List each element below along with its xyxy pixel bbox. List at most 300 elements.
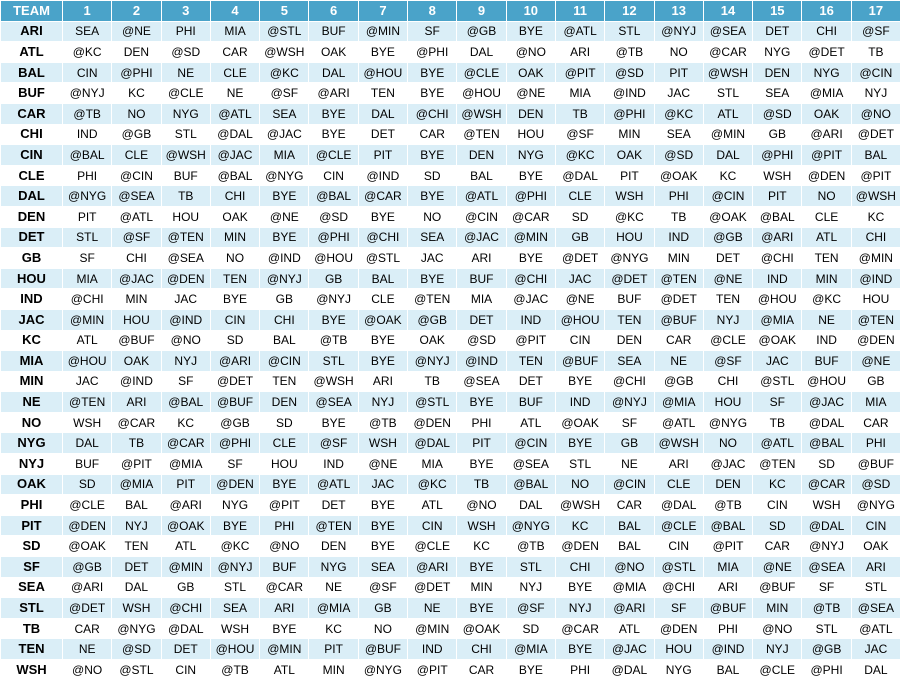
game-cell: NYJ <box>358 392 407 413</box>
game-cell: @IND <box>851 268 900 289</box>
team-row <box>1 660 900 681</box>
game-cell: @PIT <box>506 330 555 351</box>
game-cell: DAL <box>358 103 407 124</box>
game-cell: SF <box>408 21 457 42</box>
game-cell: BYE <box>260 227 309 248</box>
game-cell: @MIA <box>802 83 851 104</box>
game-cell: PHI <box>457 412 506 433</box>
game-cell: NE <box>654 351 703 372</box>
game-cell: @TEN <box>457 124 506 145</box>
game-cell: DET <box>309 495 358 516</box>
game-cell: @TB <box>358 412 407 433</box>
game-cell: @CLE <box>654 515 703 536</box>
game-cell: SD <box>260 412 309 433</box>
team-name: TB <box>1 618 63 639</box>
game-cell: CLE <box>210 62 259 83</box>
game-cell: GB <box>161 577 210 598</box>
team-name: NYG <box>1 433 63 454</box>
game-cell: CIN <box>555 330 604 351</box>
game-cell: NE <box>161 62 210 83</box>
game-cell: NYJ <box>851 83 900 104</box>
game-cell: JAC <box>408 248 457 269</box>
game-cell: @PIT <box>802 145 851 166</box>
team-row <box>1 515 900 536</box>
team-row <box>1 639 900 660</box>
game-cell: BUF <box>309 21 358 42</box>
week-header: 15 <box>753 1 802 22</box>
game-cell: PIT <box>753 186 802 207</box>
game-cell: @DAL <box>408 433 457 454</box>
game-cell: SEA <box>210 598 259 619</box>
game-cell: @BUF <box>555 351 604 372</box>
game-cell: @CAR <box>161 433 210 454</box>
game-cell: TB <box>555 103 604 124</box>
game-cell: SF <box>753 392 802 413</box>
game-cell: @KC <box>654 103 703 124</box>
game-cell: @NE <box>703 268 752 289</box>
game-cell: @STL <box>358 248 407 269</box>
game-cell: @ARI <box>161 495 210 516</box>
game-cell: NE <box>63 639 112 660</box>
game-cell: @CAR <box>112 412 161 433</box>
game-cell: @MIN <box>506 227 555 248</box>
game-cell: @CHI <box>753 248 802 269</box>
game-cell: NYJ <box>753 639 802 660</box>
game-cell: @GB <box>210 412 259 433</box>
team-row <box>1 83 900 104</box>
game-cell: OAK <box>506 62 555 83</box>
game-cell: @DAL <box>555 165 604 186</box>
game-cell: MIN <box>654 248 703 269</box>
game-cell: @GB <box>63 557 112 578</box>
game-cell: @BUF <box>851 454 900 475</box>
game-cell: @WSH <box>851 186 900 207</box>
game-cell: JAC <box>851 639 900 660</box>
game-cell: DAL <box>309 62 358 83</box>
game-cell: @CHI <box>358 227 407 248</box>
game-cell: @HOU <box>555 309 604 330</box>
game-cell: @DEN <box>210 474 259 495</box>
team-row <box>1 309 900 330</box>
team-row <box>1 618 900 639</box>
game-cell: OAK <box>802 103 851 124</box>
game-cell: NO <box>408 206 457 227</box>
team-row <box>1 330 900 351</box>
week-header: 14 <box>703 1 752 22</box>
game-cell: BAL <box>703 660 752 681</box>
game-cell: @SD <box>654 145 703 166</box>
team-row <box>1 103 900 124</box>
week-header: 17 <box>851 1 900 22</box>
game-cell: @ATL <box>112 206 161 227</box>
team-row <box>1 206 900 227</box>
game-cell: @IND <box>605 83 654 104</box>
game-cell: @CAR <box>358 186 407 207</box>
game-cell: @TEN <box>753 454 802 475</box>
game-cell: ATL <box>63 330 112 351</box>
game-cell: @HOU <box>753 289 802 310</box>
game-cell: GB <box>753 124 802 145</box>
team-name: BUF <box>1 83 63 104</box>
game-cell: IND <box>654 227 703 248</box>
team-row <box>1 536 900 557</box>
team-column-header: TEAM <box>1 1 63 22</box>
game-cell: @MIA <box>654 392 703 413</box>
game-cell: MIA <box>851 392 900 413</box>
game-cell: TB <box>654 206 703 227</box>
game-cell: JAC <box>555 268 604 289</box>
team-row <box>1 474 900 495</box>
game-cell: @SF <box>851 21 900 42</box>
game-cell: @DET <box>408 577 457 598</box>
game-cell: BYE <box>260 186 309 207</box>
game-cell: @HOU <box>358 62 407 83</box>
team-row <box>1 577 900 598</box>
game-cell: SF <box>63 248 112 269</box>
game-cell: @OAK <box>703 206 752 227</box>
game-cell: MIN <box>753 598 802 619</box>
team-name: BAL <box>1 62 63 83</box>
game-cell: @SEA <box>309 392 358 413</box>
game-cell: WSH <box>63 412 112 433</box>
game-cell: BYE <box>408 145 457 166</box>
game-cell: @ARI <box>408 557 457 578</box>
game-cell: NE <box>802 309 851 330</box>
team-row <box>1 21 900 42</box>
game-cell: @NYJ <box>260 268 309 289</box>
game-cell: NYG <box>309 557 358 578</box>
team-name: PIT <box>1 515 63 536</box>
game-cell: @BUF <box>703 598 752 619</box>
game-cell: DAL <box>457 42 506 63</box>
game-cell: @KC <box>555 145 604 166</box>
game-cell: @DAL <box>605 660 654 681</box>
game-cell: @MIA <box>605 577 654 598</box>
game-cell: @CHI <box>63 289 112 310</box>
game-cell: CIN <box>63 62 112 83</box>
game-cell: @SEA <box>802 557 851 578</box>
game-cell: IND <box>802 330 851 351</box>
game-cell: DAL <box>703 145 752 166</box>
game-cell: CLE <box>112 145 161 166</box>
game-cell: WSH <box>112 598 161 619</box>
game-cell: STL <box>506 557 555 578</box>
game-cell: @TEN <box>654 268 703 289</box>
game-cell: @NE <box>555 289 604 310</box>
game-cell: BUF <box>260 557 309 578</box>
game-cell: @PHI <box>112 62 161 83</box>
game-cell: @ARI <box>802 124 851 145</box>
game-cell: CLE <box>654 474 703 495</box>
game-cell: @CHI <box>161 598 210 619</box>
game-cell: BYE <box>358 536 407 557</box>
team-row <box>1 351 900 372</box>
game-cell: BYE <box>358 330 407 351</box>
game-cell: CHI <box>802 21 851 42</box>
game-cell: BYE <box>358 515 407 536</box>
game-cell: PIT <box>63 206 112 227</box>
game-cell: ARI <box>555 42 604 63</box>
game-cell: PHI <box>555 660 604 681</box>
game-cell: @BUF <box>654 309 703 330</box>
game-cell: @CIN <box>703 186 752 207</box>
game-cell: OAK <box>210 206 259 227</box>
game-cell: @NYJ <box>210 557 259 578</box>
game-cell: @PIT <box>555 62 604 83</box>
game-cell: @IND <box>260 248 309 269</box>
game-cell: TEN <box>210 268 259 289</box>
team-name: MIN <box>1 371 63 392</box>
game-cell: @DAL <box>802 515 851 536</box>
game-cell: @BAL <box>161 392 210 413</box>
game-cell: DAL <box>851 660 900 681</box>
game-cell: BYE <box>309 309 358 330</box>
week-header: 6 <box>309 1 358 22</box>
game-cell: DEN <box>703 474 752 495</box>
game-cell: ARI <box>112 392 161 413</box>
game-cell: @HOU <box>457 83 506 104</box>
game-cell: @MIN <box>851 248 900 269</box>
game-cell: MIN <box>802 268 851 289</box>
game-cell: @TB <box>802 598 851 619</box>
game-cell: @ATL <box>210 103 259 124</box>
game-cell: @ATL <box>555 21 604 42</box>
game-cell: @CLE <box>703 330 752 351</box>
game-cell: @JAC <box>802 392 851 413</box>
game-cell: BUF <box>63 454 112 475</box>
game-cell: BAL <box>457 165 506 186</box>
game-cell: DEN <box>112 42 161 63</box>
game-cell: BYE <box>408 186 457 207</box>
game-cell: @DAL <box>161 618 210 639</box>
game-cell: OAK <box>408 330 457 351</box>
team-row <box>1 124 900 145</box>
game-cell: @JAC <box>260 124 309 145</box>
game-cell: MIN <box>210 227 259 248</box>
game-cell: STL <box>851 577 900 598</box>
game-cell: @NO <box>851 103 900 124</box>
game-cell: @SEA <box>506 454 555 475</box>
game-cell: @SF <box>555 124 604 145</box>
game-cell: ATL <box>161 536 210 557</box>
game-cell: ARI <box>260 598 309 619</box>
game-cell: TEN <box>506 351 555 372</box>
game-cell: SF <box>802 577 851 598</box>
game-cell: @CLE <box>408 536 457 557</box>
game-cell: CLE <box>260 433 309 454</box>
game-cell: @HOU <box>210 639 259 660</box>
game-cell: IND <box>63 124 112 145</box>
team-row <box>1 392 900 413</box>
game-cell: @GB <box>703 227 752 248</box>
game-cell: WSH <box>210 618 259 639</box>
game-cell: NYJ <box>112 515 161 536</box>
game-cell: BAL <box>605 515 654 536</box>
game-cell: DET <box>112 557 161 578</box>
game-cell: @BUF <box>112 330 161 351</box>
game-cell: @ATL <box>309 474 358 495</box>
game-cell: ATL <box>802 227 851 248</box>
game-cell: KC <box>309 618 358 639</box>
game-cell: @DET <box>555 248 604 269</box>
team-name: CLE <box>1 165 63 186</box>
week-header: 3 <box>161 1 210 22</box>
week-header: 12 <box>605 1 654 22</box>
game-cell: @IND <box>358 165 407 186</box>
game-cell: @GB <box>802 639 851 660</box>
game-cell: BYE <box>457 557 506 578</box>
game-cell: BYE <box>408 83 457 104</box>
game-cell: CHI <box>112 248 161 269</box>
game-cell: @JAC <box>457 227 506 248</box>
game-cell: @PIT <box>703 536 752 557</box>
game-cell: CHI <box>851 227 900 248</box>
game-cell: JAC <box>161 289 210 310</box>
game-cell: @CIN <box>112 165 161 186</box>
game-cell: @ATL <box>753 433 802 454</box>
game-cell: NYG <box>506 145 555 166</box>
game-cell: TEN <box>112 536 161 557</box>
game-cell: @WSH <box>555 495 604 516</box>
game-cell: DET <box>703 248 752 269</box>
game-cell: HOU <box>703 392 752 413</box>
game-cell: @NO <box>457 495 506 516</box>
game-cell: BYE <box>408 268 457 289</box>
game-cell: MIA <box>408 454 457 475</box>
game-cell: @PHI <box>408 42 457 63</box>
team-name: CIN <box>1 145 63 166</box>
game-cell: NO <box>112 103 161 124</box>
game-cell: NE <box>309 577 358 598</box>
game-cell: @CAR <box>260 577 309 598</box>
game-cell: @PHI <box>506 186 555 207</box>
game-cell: PHI <box>703 618 752 639</box>
game-cell: ARI <box>358 371 407 392</box>
team-row <box>1 248 900 269</box>
game-cell: @ATL <box>654 412 703 433</box>
game-cell: @SEA <box>457 371 506 392</box>
game-cell: @WSH <box>260 42 309 63</box>
game-cell: @ATL <box>851 618 900 639</box>
game-cell: SD <box>408 165 457 186</box>
game-cell: @KC <box>605 206 654 227</box>
game-cell: ARI <box>457 248 506 269</box>
game-cell: BUF <box>802 351 851 372</box>
game-cell: @STL <box>753 371 802 392</box>
game-cell: JAC <box>358 474 407 495</box>
game-cell: @ARI <box>605 598 654 619</box>
game-cell: DAL <box>112 577 161 598</box>
game-cell: DET <box>457 309 506 330</box>
game-cell: @SEA <box>112 186 161 207</box>
game-cell: @CHI <box>506 268 555 289</box>
game-cell: @TB <box>506 536 555 557</box>
game-cell: @TB <box>210 660 259 681</box>
game-cell: @NE <box>260 206 309 227</box>
game-cell: ARI <box>654 454 703 475</box>
game-cell: @TEN <box>63 392 112 413</box>
game-cell: @SD <box>753 103 802 124</box>
game-cell: @SD <box>112 639 161 660</box>
game-cell: GB <box>605 433 654 454</box>
game-cell: @BAL <box>210 165 259 186</box>
game-cell: @NYG <box>605 248 654 269</box>
game-cell: @BAL <box>63 145 112 166</box>
game-cell: @DET <box>605 268 654 289</box>
game-cell: BYE <box>457 598 506 619</box>
week-header: 1 <box>63 1 112 22</box>
game-cell: @BAL <box>309 186 358 207</box>
game-cell: GB <box>851 371 900 392</box>
game-cell: @BUF <box>210 392 259 413</box>
game-cell: BYE <box>457 392 506 413</box>
game-cell: @CHI <box>654 577 703 598</box>
week-header: 2 <box>112 1 161 22</box>
team-name: DEN <box>1 206 63 227</box>
team-name: TEN <box>1 639 63 660</box>
game-cell: NYG <box>802 62 851 83</box>
game-cell: NO <box>358 618 407 639</box>
game-cell: NE <box>210 83 259 104</box>
game-cell: @NO <box>506 42 555 63</box>
game-cell: CLE <box>802 206 851 227</box>
game-cell: SD <box>506 618 555 639</box>
game-cell: @NE <box>506 83 555 104</box>
game-cell: DEN <box>506 103 555 124</box>
game-cell: IND <box>555 392 604 413</box>
game-cell: @CHI <box>408 103 457 124</box>
game-cell: SF <box>654 598 703 619</box>
game-cell: TB <box>408 371 457 392</box>
game-cell: WSH <box>358 433 407 454</box>
game-cell: DEN <box>753 62 802 83</box>
game-cell: @DAL <box>654 495 703 516</box>
game-cell: @MIN <box>358 21 407 42</box>
game-cell: @BAL <box>802 433 851 454</box>
game-cell: BYE <box>309 412 358 433</box>
game-cell: DEN <box>605 330 654 351</box>
game-cell: @CLE <box>63 495 112 516</box>
game-cell: DEN <box>260 392 309 413</box>
game-cell: CAR <box>63 618 112 639</box>
game-cell: BYE <box>358 206 407 227</box>
week-header: 9 <box>457 1 506 22</box>
game-cell: @NYG <box>703 412 752 433</box>
game-cell: CAR <box>408 124 457 145</box>
game-cell: NO <box>555 474 604 495</box>
game-cell: SF <box>161 371 210 392</box>
game-cell: @JAC <box>112 268 161 289</box>
game-cell: ARI <box>851 557 900 578</box>
game-cell: PIT <box>309 639 358 660</box>
team-row <box>1 186 900 207</box>
game-cell: @IND <box>161 309 210 330</box>
game-cell: BYE <box>358 42 407 63</box>
game-cell: @NYG <box>358 660 407 681</box>
game-cell: @SD <box>605 62 654 83</box>
team-name: SD <box>1 536 63 557</box>
game-cell: HOU <box>506 124 555 145</box>
game-cell: @SF <box>309 433 358 454</box>
game-cell: BUF <box>605 289 654 310</box>
game-cell: NE <box>408 598 457 619</box>
game-cell: MIA <box>555 83 604 104</box>
game-cell: OAK <box>851 536 900 557</box>
game-cell: SEA <box>753 83 802 104</box>
game-cell: @CLE <box>753 660 802 681</box>
game-cell: TB <box>851 42 900 63</box>
game-cell: BUF <box>457 268 506 289</box>
